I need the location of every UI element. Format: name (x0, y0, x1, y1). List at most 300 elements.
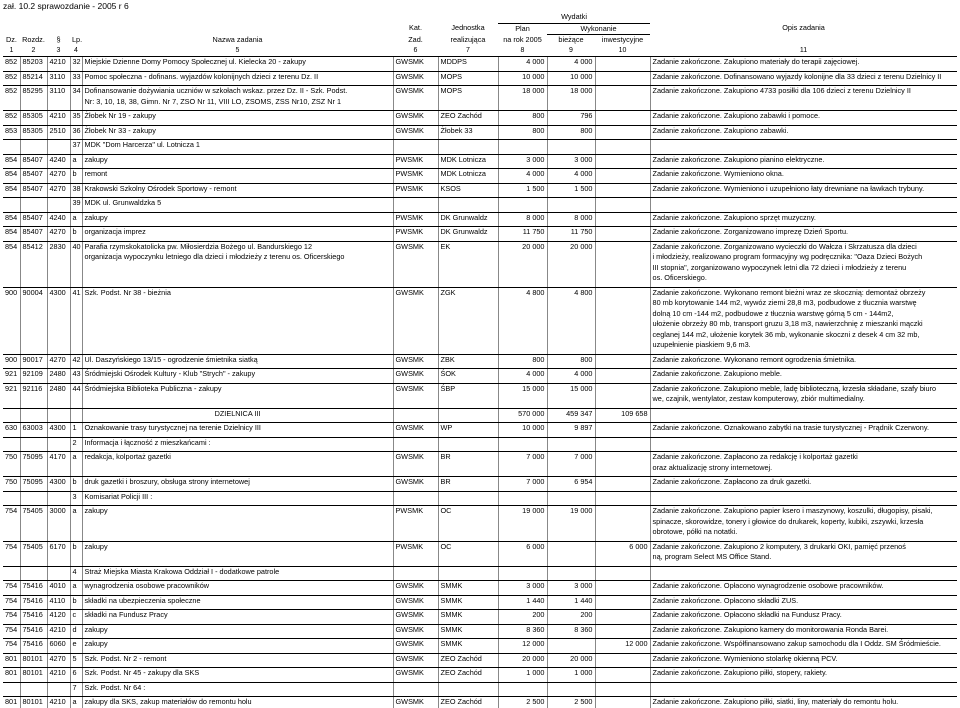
cell-nazwa: organizacja wypoczynku letniego dla dzieci i młodzieży z terenu os. Oficerskiego (82, 252, 393, 263)
cell-biezace: 4 000 (547, 57, 595, 68)
cell-opis: os. Oficerskiego. (652, 273, 707, 282)
cell-opis: Zadanie zakończone. Zorganizowano imprezę Dzień Sportu. (652, 227, 849, 236)
cell-dz: 630 (3, 423, 20, 434)
cell-dz (3, 198, 20, 209)
cell-opis: Zadanie zakończone. Opłacono składki ZUS. (652, 595, 799, 605)
cell-inwestycyjne (595, 463, 650, 474)
cell-nazwa: Szk. Podst. Nr 38 - bieżnia (82, 287, 393, 298)
cell-paragraph (47, 340, 70, 351)
cell-biezace (547, 566, 595, 577)
cell-opis: Zadanie zakończone. Wykonano remont ogrodzenia śmietnika. (652, 354, 857, 364)
cell-dz (3, 566, 20, 577)
cell-jednostka (438, 97, 498, 108)
cell-nazwa (82, 340, 393, 351)
table-row (3, 463, 957, 474)
cell-plan: 10 000 (498, 71, 547, 82)
cell-plan: 4 000 (498, 169, 547, 180)
cell-lp: a (70, 154, 82, 165)
cell-opis: Zadanie zakończone. Zakupiono sprzęt muzyczny. (652, 212, 816, 222)
cell-dz: 854 (3, 241, 20, 252)
cell-kat-zad: PWSMK (393, 154, 438, 165)
cell-opis: Zadanie zakończone. Opłacono składki na Fundusz Pracy. (652, 610, 842, 619)
cell-biezace (547, 682, 595, 693)
cell-kat-zad (393, 552, 438, 563)
cell-inwestycyjne (595, 452, 650, 463)
table-row (3, 369, 957, 380)
cell-lp: c (70, 610, 82, 621)
column-number: 8 (498, 46, 547, 57)
cell-lp: 34 (70, 86, 82, 97)
cell-jednostka (438, 394, 498, 405)
cell-inwestycyjne (595, 309, 650, 320)
cell-biezace (547, 552, 595, 563)
cell-biezace (547, 639, 595, 650)
cell-plan (498, 552, 547, 563)
cell-lp (70, 298, 82, 309)
column-number: 2 (20, 46, 47, 57)
cell-plan (498, 198, 547, 209)
table-row (3, 252, 957, 263)
cell-nazwa: Miejskie Dzienne Domy Pomocy Społecznej ul. Kielecka 20 - zakupy (82, 57, 393, 68)
cell-opis: Zadanie zakończone. Zakupiono zabawki. (652, 125, 789, 135)
cell-biezace (547, 198, 595, 209)
cell-kat-zad (393, 408, 438, 419)
cell-paragraph: 4300 (47, 477, 70, 488)
cell-biezace: 7 000 (547, 452, 595, 463)
cell-nazwa (82, 330, 393, 341)
cell-inwestycyjne: 12 000 (595, 639, 650, 650)
cell-paragraph: 4210 (47, 697, 70, 708)
cell-paragraph (47, 252, 70, 263)
table-row (3, 477, 957, 488)
table-row (3, 97, 957, 108)
cell-lp: 38 (70, 183, 82, 194)
cell-lp: b (70, 169, 82, 180)
cell-dz: 854 (3, 227, 20, 238)
table-row (3, 437, 957, 448)
cell-nazwa (82, 263, 393, 274)
cell-plan (498, 682, 547, 693)
cell-plan: 4 800 (498, 287, 547, 298)
cell-kat-zad: GWSMK (393, 639, 438, 650)
cell-paragraph: 4270 (47, 183, 70, 194)
cell-lp (70, 319, 82, 330)
cell-dz (3, 408, 20, 419)
column-number: 9 (547, 46, 595, 57)
cell-paragraph: 4010 (47, 581, 70, 592)
table-row (3, 57, 957, 68)
cell-paragraph (47, 682, 70, 693)
cell-lp: b (70, 477, 82, 488)
cell-rozdz (20, 394, 47, 405)
cell-jednostka: OC (438, 506, 498, 517)
table-row (3, 212, 957, 223)
cell-lp (70, 330, 82, 341)
cell-opis: uzupełnienie piaskiem 9,6 m3. (652, 340, 751, 349)
cell-dz (3, 527, 20, 538)
cell-dz: 801 (3, 653, 20, 664)
cell-dz (3, 394, 20, 405)
cell-biezace: 1 440 (547, 595, 595, 606)
cell-opis: Zadanie zakończone. Zakupiono zabawki i pomoce. (652, 111, 821, 120)
cell-biezace (547, 527, 595, 538)
table-row (3, 506, 957, 517)
cell-lp (70, 340, 82, 351)
header-zad: Zad. (408, 34, 423, 44)
cell-nazwa (82, 463, 393, 474)
cell-biezace (547, 463, 595, 474)
cell-lp (70, 517, 82, 528)
cell-paragraph (47, 198, 70, 209)
cell-lp: 39 (70, 198, 82, 209)
cell-paragraph: 4210 (47, 57, 70, 68)
cell-paragraph (47, 263, 70, 274)
table-row (3, 111, 957, 122)
cell-plan (498, 273, 547, 284)
cell-lp: 6 (70, 668, 82, 679)
cell-biezace: 200 (547, 610, 595, 621)
cell-nazwa (82, 319, 393, 330)
cell-biezace (547, 517, 595, 528)
table-row (3, 581, 957, 592)
cell-biezace (547, 541, 595, 552)
column-number-row (3, 46, 957, 57)
cell-opis: Zadanie zakończone. Zakupiono meble, ladę biblioteczną, krzesła składane, szafy biuro (652, 383, 937, 393)
cell-rozdz: 80101 (20, 697, 47, 708)
cell-plan (498, 298, 547, 309)
cell-opis (650, 408, 957, 419)
cell-lp (70, 408, 82, 419)
cell-dz: 801 (3, 697, 20, 708)
cell-opis: oraz aktualizację strony internetowej. (652, 462, 773, 472)
cell-jednostka: MOPS (438, 86, 498, 97)
cell-kat-zad (393, 340, 438, 351)
cell-paragraph: 4210 (47, 668, 70, 679)
cell-inwestycyjne (595, 477, 650, 488)
cell-lp: 42 (70, 354, 82, 365)
cell-opis: spinacze, skorowidze, tonery i głowice do drukarek, koperty, kubiki, zszywki, krzesła (652, 516, 924, 526)
cell-paragraph (47, 517, 70, 528)
cell-lp: d (70, 624, 82, 635)
cell-rozdz: 85407 (20, 212, 47, 223)
cell-lp (70, 309, 82, 320)
cell-dz (3, 517, 20, 528)
cell-nazwa: Ul. Daszyńskiego 13/15 - ogrodzenie śmietnika siatką (82, 354, 393, 365)
cell-paragraph: 4270 (47, 354, 70, 365)
cell-jednostka: ZBK (438, 354, 498, 365)
cell-nazwa: zakupy (82, 154, 393, 165)
cell-rozdz: 75405 (20, 541, 47, 552)
table-row (3, 595, 957, 606)
budget-table (3, 12, 957, 708)
cell-kat-zad: GWSMK (393, 369, 438, 380)
cell-inwestycyjne (595, 369, 650, 380)
cell-biezace (547, 273, 595, 284)
cell-biezace (547, 263, 595, 274)
cell-biezace: 796 (547, 111, 595, 122)
cell-rozdz (20, 319, 47, 330)
cell-jednostka: SMMK (438, 595, 498, 606)
cell-nazwa: MDK ul. Grunwaldzka 5 (82, 198, 393, 209)
table-row (3, 624, 957, 635)
cell-nazwa: Dofinansowanie dożywiania uczniów w szkołach wskaz. przez Dz. II - Szk. Podst. (82, 86, 393, 97)
cell-inwestycyjne (595, 125, 650, 136)
cell-rozdz: 85407 (20, 169, 47, 180)
cell-opis: Zadanie zakończone. Zorganizowano wycieczki do Wałcza i Skrzatusza dla dzieci (652, 241, 917, 251)
cell-biezace (547, 309, 595, 320)
cell-biezace: 3 000 (547, 154, 595, 165)
cell-kat-zad (393, 198, 438, 209)
cell-dz: 853 (3, 125, 20, 136)
cell-biezace: 8 360 (547, 624, 595, 635)
cell-nazwa: Szk. Podst. Nr 64 : (82, 682, 393, 693)
cell-opis: Zadanie zakończone. Zapłacono za druk gazetki. (652, 477, 812, 486)
cell-nazwa: zakupy dla SKS, zakup materiałów do remontu holu (82, 697, 393, 708)
cell-jednostka (438, 330, 498, 341)
header-inwestycyjne: inwestycyjne (595, 35, 650, 46)
cell-paragraph: 2510 (47, 125, 70, 136)
cell-jednostka (438, 552, 498, 563)
cell-inwestycyjne (595, 169, 650, 180)
cell-jednostka: Żłobek 33 (438, 125, 498, 136)
cell-lp: a (70, 506, 82, 517)
cell-dz: 921 (3, 369, 20, 380)
cell-opis (650, 491, 957, 502)
cell-rozdz (20, 273, 47, 284)
cell-kat-zad (393, 140, 438, 151)
cell-nazwa: Śródmiejski Ośrodek Kultury - Klub "Strych" - zakupy (82, 369, 393, 380)
cell-plan (498, 527, 547, 538)
cell-inwestycyjne (595, 198, 650, 209)
cell-plan: 7 000 (498, 477, 547, 488)
cell-dz (3, 252, 20, 263)
cell-jednostka (438, 463, 498, 474)
cell-paragraph (47, 566, 70, 577)
cell-jednostka (438, 252, 498, 263)
cell-rozdz (20, 263, 47, 274)
cell-paragraph (47, 527, 70, 538)
cell-rozdz (20, 97, 47, 108)
cell-opis: Zadanie zakończone. Zakupiono pianino elektryczne. (652, 154, 825, 164)
table-row (3, 241, 957, 252)
cell-dz (3, 140, 20, 151)
table-row (3, 340, 957, 351)
cell-inwestycyjne (595, 437, 650, 448)
column-number: 10 (595, 46, 650, 57)
table-row (3, 394, 957, 405)
cell-plan: 1 500 (498, 183, 547, 194)
header-kat: Kat. (409, 23, 422, 32)
cell-inwestycyjne (595, 273, 650, 284)
cell-inwestycyjne (595, 527, 650, 538)
cell-jednostka: MDK Lotnicza (438, 169, 498, 180)
cell-kat-zad: PWSMK (393, 169, 438, 180)
table-row (3, 71, 957, 82)
cell-dz: 754 (3, 506, 20, 517)
cell-biezace: 2 500 (547, 697, 595, 708)
header-lp: Lp. (72, 34, 82, 44)
cell-nazwa: Komisariat Policji III : (82, 491, 393, 502)
cell-rozdz: 85214 (20, 71, 47, 82)
cell-jednostka: SMMK (438, 639, 498, 650)
cell-nazwa: Krakowski Szkolny Ośrodek Sportowy - remont (82, 183, 393, 194)
cell-inwestycyjne (595, 653, 650, 664)
cell-jednostka (438, 319, 498, 330)
cell-plan (498, 340, 547, 351)
table-row (3, 408, 957, 419)
cell-inwestycyjne: 109 658 (595, 408, 650, 419)
cell-plan (498, 394, 547, 405)
cell-paragraph: 4210 (47, 624, 70, 635)
cell-plan: 15 000 (498, 383, 547, 394)
cell-rozdz: 80101 (20, 653, 47, 664)
cell-dz (3, 263, 20, 274)
cell-rozdz (20, 437, 47, 448)
cell-kat-zad: GWSMK (393, 241, 438, 252)
cell-opis: Zadanie zakończone. Zakupiono piłki, siatki, liny, materiały do remontu holu. (652, 697, 899, 706)
cell-lp (70, 97, 82, 108)
cell-plan: 1 000 (498, 668, 547, 679)
cell-opis: Zadanie zakończone. Dofinansowano wyjazdy kolonijne dla 33 dzieci z terenu Dzielnicy II (652, 71, 942, 81)
cell-rozdz: 90004 (20, 287, 47, 298)
table-row (3, 198, 957, 209)
header-biezace: bieżące (547, 35, 595, 46)
cell-opis: 80 mb korytowanie 144 m2, wywóz ziemi 28,8 m3, podbudowe z tłucznia warstwę (652, 298, 917, 307)
cell-plan (498, 517, 547, 528)
cell-kat-zad (393, 309, 438, 320)
cell-rozdz: 85412 (20, 241, 47, 252)
cell-plan: 1 440 (498, 595, 547, 606)
table-row (3, 309, 957, 320)
cell-dz (3, 437, 20, 448)
cell-jednostka: ZEO Zachód (438, 668, 498, 679)
cell-plan: 570 000 (498, 408, 547, 419)
cell-biezace: 10 000 (547, 71, 595, 82)
cell-kat-zad: PWSMK (393, 541, 438, 552)
column-number: 6 (393, 46, 438, 57)
cell-inwestycyjne (595, 668, 650, 679)
table-row (3, 86, 957, 97)
cell-kat-zad: GWSMK (393, 86, 438, 97)
cell-kat-zad: GWSMK (393, 57, 438, 68)
cell-paragraph (47, 319, 70, 330)
cell-kat-zad: GWSMK (393, 595, 438, 606)
cell-dz (3, 273, 20, 284)
cell-rozdz: 75405 (20, 506, 47, 517)
cell-nazwa: wynagrodzenia osobowe pracowników (82, 581, 393, 592)
cell-plan (498, 437, 547, 448)
cell-nazwa: zakupy (82, 212, 393, 223)
cell-biezace: 6 954 (547, 477, 595, 488)
table-row (3, 668, 957, 679)
cell-opis (650, 437, 957, 448)
cell-dz: 854 (3, 169, 20, 180)
table-row (3, 491, 957, 502)
cell-paragraph: 4240 (47, 212, 70, 223)
cell-rozdz (20, 566, 47, 577)
cell-rozdz: 80101 (20, 668, 47, 679)
cell-jednostka (438, 273, 498, 284)
cell-jednostka (438, 437, 498, 448)
cell-dz: 754 (3, 595, 20, 606)
cell-paragraph: 4270 (47, 653, 70, 664)
table-row (3, 552, 957, 563)
cell-rozdz (20, 298, 47, 309)
cell-paragraph (47, 273, 70, 284)
cell-rozdz: 85203 (20, 57, 47, 68)
cell-jednostka (438, 198, 498, 209)
cell-inwestycyjne (595, 566, 650, 577)
cell-plan: 4 000 (498, 57, 547, 68)
cell-inwestycyjne (595, 517, 650, 528)
cell-opis: Zadanie zakończone. Zakupiono papier ksero i maszynowy, koszulki, długopisy, pisaki, (652, 506, 933, 515)
table-row (3, 140, 957, 151)
cell-inwestycyjne (595, 319, 650, 330)
cell-lp: 43 (70, 369, 82, 380)
cell-paragraph: 3110 (47, 71, 70, 82)
table-row (3, 319, 957, 330)
cell-kat-zad (393, 330, 438, 341)
cell-opis: Zadanie zakończone. Wymieniono stolarkę okienną PCV. (652, 653, 838, 663)
cell-dz: 754 (3, 624, 20, 635)
cell-biezace (547, 340, 595, 351)
cell-plan (498, 252, 547, 263)
cell-opis (650, 198, 957, 209)
header-realizujaca: realizująca (450, 34, 486, 44)
cell-rozdz (20, 309, 47, 320)
cell-nazwa: remont (82, 169, 393, 180)
cell-kat-zad: GWSMK (393, 423, 438, 434)
cell-biezace (547, 437, 595, 448)
table-row (3, 383, 957, 394)
cell-opis: Zadanie zakończone. Zakupiono materiały do terapii zajęciowej. (652, 57, 860, 66)
cell-jednostka: MDDPS (438, 57, 498, 68)
cell-kat-zad (393, 273, 438, 284)
header-opis: Opis zadania (782, 23, 825, 32)
cell-biezace (547, 298, 595, 309)
cell-biezace (547, 252, 595, 263)
cell-paragraph: 4170 (47, 452, 70, 463)
cell-rozdz: 75095 (20, 452, 47, 463)
cell-rozdz: 85407 (20, 183, 47, 194)
column-number: 7 (438, 46, 498, 57)
cell-dz (3, 682, 20, 693)
cell-kat-zad (393, 527, 438, 538)
column-number: 1 (3, 46, 20, 57)
cell-plan (498, 463, 547, 474)
cell-plan: 7 000 (498, 452, 547, 463)
cell-opis: Zadanie zakończone. Zapłacono za redakcję i kolportaż gazetki (652, 452, 858, 461)
cell-inwestycyjne (595, 212, 650, 223)
cell-plan (498, 491, 547, 502)
cell-plan: 6 000 (498, 541, 547, 552)
cell-paragraph: 4300 (47, 287, 70, 298)
cell-dz: 750 (3, 452, 20, 463)
cell-opis: Zadanie zakończone. Zakupiono meble. (652, 369, 782, 378)
cell-plan: 20 000 (498, 653, 547, 664)
cell-paragraph (47, 463, 70, 474)
cell-kat-zad: PWSMK (393, 212, 438, 223)
cell-kat-zad: GWSMK (393, 287, 438, 298)
cell-rozdz: 75416 (20, 610, 47, 621)
cell-nazwa (82, 309, 393, 320)
cell-plan (498, 566, 547, 577)
cell-dz (3, 491, 20, 502)
header-na-rok: na rok 2005 (503, 34, 542, 44)
cell-opis: ną, program Select MS Office Stand. (652, 552, 772, 561)
cell-plan: 8 360 (498, 624, 547, 635)
cell-inwestycyjne (595, 97, 650, 108)
